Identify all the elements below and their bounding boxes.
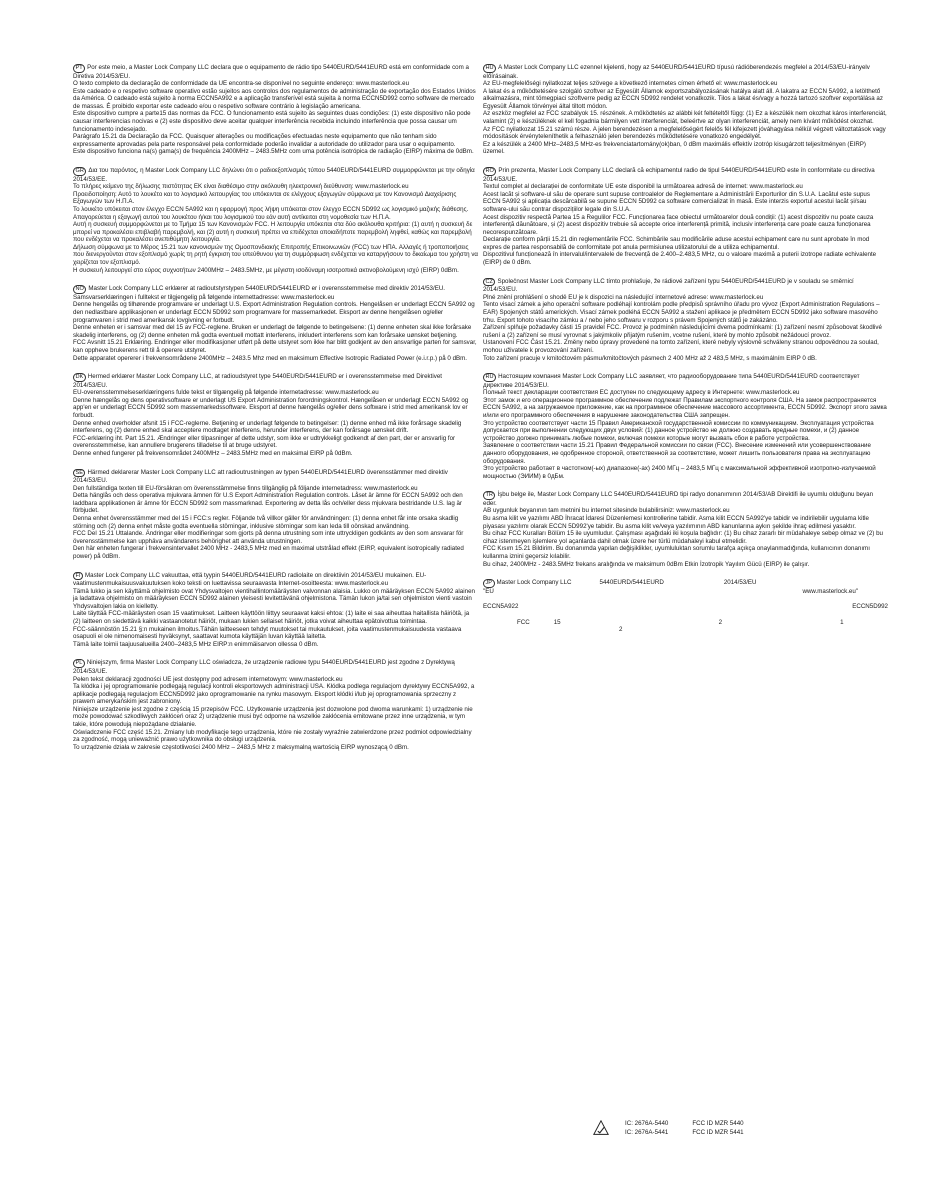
paragraph: GR Δια του παρόντος, η Master Lock Company LLC δηλώνει ότι ο ραδιοεξοπλισμός τύπου 5440EURD/5441EURD συμμορφώνεται με την οδηγία 2014/53/ΕΕ. <box>73 167 475 183</box>
paragraph: Den här enheten fungerar i frekvensintervallet 2400 MHz - 2483,5 MHz med en maximal utstrålad effekt (EIRP, equivalent isotropically radiated power) på 0dBm. <box>73 545 464 560</box>
paragraph: Az eszköz megfelel az FCC szabályok 15. részének. A működtetés az alábbi két feltételtől függ: (1) Ez a készülék nem okozhat káros interferenciát, valamint (2) e készüléknek el kell fogadnia bármilyen vett interferenciát, beleértve az olyan interferenciát, amely nem kívánt működést okozhat. <box>483 110 887 126</box>
lang-badge-no: NO <box>73 285 86 294</box>
paragraph: Denne hengelås og tilhørende programvare er underlagt U.S. Export Administration Regulation controls. Hengelåsen er underlagt ECCN 5A992 og den nedlastbare applikasjonen er underlagt ECCN 5D992 som programvare for massemarkedet. Eksport av denne hengelåsen og/eller programvaren i strid med amerikansk lovgivning er forbudt. <box>73 301 475 324</box>
paragraph: DK Hermed erklærer Master Lock Company LLC, at radioudstyret type 5440EURD/5441EURD er i overensstemmelse med Direktivet 2014/53/EU. <box>73 373 442 389</box>
paragraph: Den fullständiga texten till EU-försäkran om överensstämmelse finns tillgänglig på följande internetadress: www.masterlock.eu <box>73 484 418 492</box>
paragraph: NO Master Lock Company LLC erklærer at radioutstyrstypen 5440EURD/5441EURD er i overensstemmelse med direktiv 2014/53/EU. <box>73 285 478 294</box>
ic-numbers <box>625 1120 668 1137</box>
paragraph: Textul complet al declarației de conformitate UE este disponibil la următoarea adresă de internet: www.masterlock.eu <box>483 183 803 191</box>
paragraph: Detta hänglås och dess operativa mjukvara ämnen för U.S Export Administration Regulation controls. Låset är ämne för ECCN 5A992 och den laddbara applikationen är ämne för ECCN 5D992 som massmarknad. Exportering av detta lås och/eller dess mjukvara bestridande U.S. lag är förbjudet. <box>73 492 463 515</box>
lang-badge-cz: CZ <box>483 278 495 287</box>
section-pt <box>73 64 478 156</box>
paragraph: SE Härmed deklarerar Master Lock Company LLC att radioutrustningen av typen 5440EURD/5441EURD överensstämmer med direktiv 2014/53/EU. <box>73 468 448 485</box>
paragraph: FCC Kısım 15.21 Bildirim. Bu donanımda yapılan değişiklikler, uyumluluktan sorumlu tarafça açıkça onaylanmadığında, kullanıcının donanımı kullanma iznini geçersiz kılabilir. <box>483 545 870 560</box>
paragraph: Dispozitivul funcționează în intervalul/intervalele de frecvență de 2.400–2.483,5 MHz, cu o valoare maximă a puterii izotrope radiate echivalente (EIRP) de 0 dBm. <box>483 251 877 267</box>
paragraph: RU Настоящим компания Master Lock Company LLC заявляет, что радиооборудование типа 5440EURD/5441EURD соответствует директиве 2014/53/EU. <box>483 373 860 389</box>
paragraph: FCC Avsnitt 15.21 Erklæring. Endringer eller modifikasjoner utført på dette utstyret som ikke har blitt godkjent av den ansvarlige parten for samsvar, kan oppheve brukerens rett til å operere utstyret. <box>73 339 477 354</box>
paragraph: Denne hængelås og dens operativsoftware er underlagt US Export Administration forordningskontrol. Hængelåsen er underlagt ECCN 5A992 og app'en er underlagt ECCN 5D992 som massemarkedssoftware. Eksport af denne hængelås og/eller dens software i strid med amerikansk lov er forbudt. <box>73 396 469 419</box>
paragraph: Заявление о соответствии части 15.21 Правил Федеральной комиссии по связи (FCC). Внесение изменений или усовершенствование данного оборудования, не одобренное стороной, ответственной за соответствие, может лишить пользователя права на эксплуатацию оборудования. <box>483 442 871 465</box>
paragraph: Απαγορεύεται η εξαγωγή αυτού του λουκέτου ή/και του λογισμικού του εάν αυτή αντίκειται στη νομοθεσία των Η.Π.Α. <box>73 213 391 221</box>
paragraph: Tämä laite toimii taajuusalueilla 2400–2483,5 MHz EIRP:n enimmäisarvon ollessa 0 dBm. <box>73 640 319 648</box>
paragraph: Denna enhet överensstämmer med del 15 i FCC:s regler. Följande två villkor gäller för användningen: (1) denna enhet får inte orsaka skadlig störning och (2) denna enhet måste godta eventuella störningar, inklusive störningar som kan leda till oönskad användning. <box>73 515 459 530</box>
certification-footer <box>593 1120 744 1137</box>
jp-line-5: 2 <box>619 626 623 634</box>
paragraph: FCC-erklæring iht. Part 15.21. Ændringer eller tilpasninger af dette udstyr, som ikke er udtrykkeligt godkendt af den part, der er ansvarlig for overensstemmelse, kan annullere brugerens tilladelse til at bruge udstyret. <box>73 434 456 450</box>
paragraph: Acest lacăt și software-ul său de operare sunt supuse controalelor de Reglementare a Administrării Exporturilor din S.U.A. Lacătul este supus ECCN 5A992 și aplicația descărcabilă se supune ECCN 5D992 ca software comercializat în masă. Este interzis exportul acestui lacăt și/sau software-ului său contrar dispozițiilor legale din S.U.A. <box>483 190 870 213</box>
paragraph: CZ Společnost Master Lock Company LLC tímto prohlašuje, že rádiové zařízení typu 5440EURD/5441EURD je v souladu se směrnicí 2014/53/EU. <box>483 277 854 294</box>
paragraph: Zařízení splňuje požadavky části 15 pravidel FCC. Provoz je podmíněn následujícími dvema podmínkami: (1) zařízení nesmí způsobovat škodlivé rušení a (2) zařízení se musí vyrovnat s jakýmkoliv přijatým rušením, vcetne rušení, které by mohlo způsobit nežádoucí provoz. <box>483 324 882 339</box>
paragraph: Το λουκέτο υπόκειται στον έλεγχο ECCN 5A992 και η εφαρμογή προς λήψη υπόκειται στον έλεγχο ECCN 5D992 ως λογισμικό μαζικής διάθεσης. <box>73 205 469 213</box>
paragraph: PL Niniejszym, firma Master Lock Company LLC oświadcza, że urządzenie radiowe typu 5440EURD/5441EURD jest zgodne z Dyrektywą 2014/53/UE. <box>73 659 455 675</box>
paragraph: Это устройство работает в частотном(-ых) диапазоне(-ах) 2400 МГц – 2483,5 МГц с максимальной эффективной изотропно-излучаемой мощностью (ЭИИМ) в 0дБм. <box>483 465 876 480</box>
lang-badge-ru: RU <box>483 373 496 382</box>
jp-line-1: JP Master Lock Company LLC 5440EURD/5441EURD 2014/53/EU <box>483 579 888 588</box>
paragraph: Это устройство соответствует части 15 Правил Американской государственной комиссии по коммуникациям. Эксплуатация устройства допускается при выполнении следующих двух условий: (1) данное устройство не должно создавать вредные помехи, и (2) данное устройство должно принимать любые помехи, включая помехи которые могут вызвать сбои в работе устройства. <box>483 419 874 442</box>
lang-badge-gr: GR <box>73 167 86 176</box>
rcm-compliance-mark-icon <box>593 1120 609 1136</box>
section-dk <box>73 373 478 457</box>
paragraph: Bu cihaz, 2400MHz - 2483.5MHz frekans aralığında ve maksimum 0dBm Etkin İzotropik Yayılım Gücü (EIRP) ile çalışır. <box>483 560 810 568</box>
section-ru <box>483 373 888 480</box>
section-fi <box>73 572 478 649</box>
section-no <box>73 285 478 362</box>
paragraph: Pełen tekst deklaracji zgodności UE jest dostępny pod adresem internetowym: www.masterlock.eu <box>73 675 343 683</box>
fcc-ids <box>692 1120 743 1137</box>
section-tr <box>483 491 888 568</box>
left-column <box>73 64 478 762</box>
paragraph: Oświadczenie FCC część 15.21. Zmiany lub modyfikacje tego urządzenia, które nie zostały wyraźnie zatwierdzone przez podmiot odpowiedzialny za zgodność, mogą unieważnić prawo użytkownika do obsługi urządzenia. <box>73 728 472 744</box>
paragraph: RO Prin prezenta, Master Lock Company LLC declară că echipamentul radio de tipul 5440EURD/5441EURD este în conformitate cu directiva 2014/53/UE. <box>483 167 875 183</box>
paragraph: A lakat és a működtetésére szolgáló szoftver az Egyesült Államok exportszabályozásának hatálya alatt áll. A lakatra az ECCN 5A992, a letölthető alkalmazásra, mint tömegpiaci szoftverre pedig az ECCN 5D992 rendelet vonatkozik. Tilos a lakat és/vagy a hozzá tartozó szoftver exportálása az Egyesült Államok törvényei által tiltott módon. <box>483 87 883 110</box>
paragraph: O texto completo da declaração de conformidade da UE encontra-se disponível no seguinte endereço: www.masterlock.eu <box>73 80 410 88</box>
right-column <box>483 64 888 645</box>
section-gr <box>73 167 478 274</box>
paragraph: Denne enheten er i samsvar med del 15 av FCC-reglene. Bruken er underlagt de følgende to betingelsene: (1) denne enheten skal ikke forårsake skadelig interferens, og (2) denne enheten må godta eventuell mottatt interferens, inkludert interferens som kan forårsake uønsket betjening. <box>73 324 472 339</box>
paragraph: Ustanovení FCC Část 15.21. Změny nebo úpravy provedené na tomto zařízení, které nebyly výslovně schváleny stranou odpovědnou za soulad, mohou uživatele k provozování zařízení. <box>483 339 879 354</box>
lang-badge-dk: DK <box>73 373 86 382</box>
paragraph: Ta kłódka i jej oprogramowanie podlegają regulacji kontroli eksportowych administracji USA. Kłódka podlega regulacjom dyrektywy ECCN5A992, a aplikacje podlegają regulacjom ECCN5D992 jako oprogramowanie na rynku masowym. Eksport kłódki i/lub jej oprogramowania sprzeczny z prawem amerykańskim jest zabroniony. <box>73 683 475 706</box>
paragraph: Denne enhed overholder afsnit 15 i FCC-reglerne. Betjening er underlagt følgende to betingelser: (1) denne enhed må ikke forårsage skadelig interferens, og (2) denne enhed skal acceptere modtaget interferens, herunder interferens, der kan forårsage uønsket drift. <box>73 419 462 435</box>
paragraph: FCC-säännöstön 15.21 §:n mukainen ilmoitus.Tähän laitteeseen tehdyt muutokset tai mukautukset, joita vaatimustenmukaisuudesta vastaava osapuoli ei ole nimenomaisesti hyväksynyt, saattavat kumota käyttäjän luvan käyttää laitetta. <box>73 625 462 641</box>
lang-badge-hu: HU <box>483 64 496 73</box>
paragraph: Samsvarserklæringen i fulltekst er tilgjengelig på følgende internettadresse: www.masterlock.eu <box>73 293 335 301</box>
lang-badge-pt: PT <box>73 64 85 73</box>
paragraph: FCC Del 15.21 Uttalande. Ändringar eller modifieringar som gjorts på denna utrustning som inte uttryckligen godkänts av den som ansvarar för överensstämmelse kan upphäva användarens behörighet att använda utrustningen. <box>73 530 464 545</box>
paragraph: Acest dispozitiv respectă Partea 15 a Regulilor FCC. Funcționarea face obiectul următoarelor două condiții: (1) acest dispozitiv nu poate cauza interferență dăunătoare, și (2) acest dispozitiv trebuie să accepte orice interferență primită, inclusiv interferența care poate cauza funcționarea necorespunzătoare. <box>483 213 874 236</box>
paragraph: Niniejsze urządzenie jest zgodne z częścią 15 przepisów FCC. Użytkowanie urządzenia jest dozwolone pod dwoma warunkami: 1) urządzenie nie może powodować szkodliwych zakłóceń oraz 2) urządzenie musi być odporne na wszelkie zakłócenia emitowane przez inne urządzenia, w tym takie, które powodują niepożądane działanie. <box>73 705 473 729</box>
lang-badge-ro: RO <box>483 167 496 176</box>
paragraph: Denne enhed fungerer på frekvensområdet 2400MHz – 2483.5MHz med en maksimal EIRP på 0dBm. <box>73 449 353 457</box>
fcc-id: FCC ID MZR 5440 <box>692 1120 744 1127</box>
section-jp <box>483 579 888 634</box>
lang-badge-pl: PL <box>73 659 85 668</box>
paragraph: Este dispositivo funciona na(s) gama(s) de frequência 2400MHz – 2483.5MHz com uma potência isotrópica de radiação (EIRP) máxima de 0dBm. <box>73 148 474 156</box>
paragraph: Este dispositivo cumpre a parte15 das normas da FCC. O funcionamento está sujeito às seguintes duas condições: (1) este dispositivo não pode causar interferencias nocivas e (2) este dispositivo deve aceitar qualquer interferência recebida incluindo interferência que possa causar um funcionamento indesejado. <box>73 110 471 133</box>
paragraph: TR İşbu belge ile, Master Lock Company LLC 5440EURD/5441EURD tipi radyo donanımının 2014/53/AB Direktifi ile uyumlu olduğunu beyan eder. <box>483 491 874 507</box>
paragraph: To urządzenie działa w zakresie częstotliwości 2400 MHz – 2483,5 MHz z maksymalną wartością EIRP wynoszącą 0 dBm. <box>73 743 409 751</box>
paragraph: Declarație conform părții 15.21 din reglementările FCC. Schimbările sau modificările aduse acestui echipament care nu sunt aprobate în mod expres de partea responsabilă de conformitate pot anula permisiunea utilizatorului de a utiliza echipamentul. <box>483 236 870 251</box>
lang-badge-tr: TR <box>483 491 495 500</box>
paragraph: Το πλήρες κείμενο της δήλωσης πιστότητας ΕΚ είναι διαθέσιμο στην ακόλουθη ηλεκτρονική διεύθυνση: www.masterlock.eu <box>73 183 409 191</box>
paragraph: Az EU-megfelelőségi nyilatkozat teljes szövege a következő internetes címen érhető el: www.masterlock.eu <box>483 80 778 88</box>
paragraph: Bu asma kilit ve yazılımı ABD İhracat İdaresi Düzenlemesi kontrollerine tabidir. Asma kilit ECCN 5A992'ye tabidir ve indirilebilir uygulama kitle piyasası yazılımı olarak ECCN 5D992'ye tabidir. Bu asma kilit ve/veya yazılımının ABD kanunlarına aykırı şekilde ihraç edilmesi yasaktır. <box>483 515 869 530</box>
paragraph: AB uygunluk beyanının tam metnini bu internet sitesinde bulabilirsiniz: www.masterlock.eu <box>483 507 730 515</box>
paragraph: Az FCC nyilatkozat 15.21 számú része. A jelen berendezésen a megfelelőségért felelős fél kifejezett jóváhagyása nélkül végzett változtatások vagy módosítások érvényteleníthetik a felhasználó jelen berendezés működtetésére vonatkozó engedélyét. <box>483 125 886 141</box>
paragraph: Laite täyttää FCC-määräysten osan 15 vaatimukset. Laitteen käyttöön liittyy seuraavat kaksi ehtoa: (1) laite ei saa aiheuttaa haitallista häiriötä, ja (2) laitteen on siedettävä kaikki vastaanotetut häiriöt, mukaan lukien sellaiset häiriöt, jotka voivat aiheuttaa epätoivottua toimintaa. <box>73 610 470 626</box>
paragraph: Tento visací zámek a jeho operační software podléhají kontrolám podle předpisů správního úřadu pro vývoz (Export Administration Regulations – EAR) Spojených států amerických. Visací zámek podléhá ECCN 5A992 a stažení aplikace je předmětem ECCN 5D992 jako software masového trhu. Export tohoto visacího zámku a / nebo jeho softwaru v rozporu s právem Spojených států je zakázáno. <box>483 301 880 324</box>
paragraph: Этот замок и его операционное программное обеспечение подлежат Правилам экспортного контроля США. На замок распространяется ECCN 5A992, а на загружаемое приложение, как на программное обеспечение массового ассортимента, ECCN 5D992. Экспорт этого замка и/или его программного обеспечения в нарушение законодательства США запрещен. <box>483 396 887 419</box>
ic-number: IC: 2676A-5441 <box>625 1128 669 1136</box>
section-cz <box>483 278 888 362</box>
section-ro <box>483 167 888 267</box>
paragraph: Parágrafo 15.21 da Declaração da FCC. Quaisquer alterações ou modificações efectuadas neste equipamento que não tenham sido expressamente aprovadas pela parte responsável pela conformidade poderão invalidar a autoridade do utilizador para usar o equipamento. <box>73 133 456 148</box>
paragraph: Tämä lukko ja sen käyttämä ohjelmisto ovat Yhdysvaltojen vientihallintomääräysten valvonnan alaisia. Lukko on määräyksen ECCN 5A992 alainen ja ladattava ohjelmisto on määräyksen ECCN 5D992 alainen yleisesti levitettävänä ohjelmistona. Tämän lukon ja/tai sen ohjelmiston vienti vastoin Yhdysvaltojen lakia on kielletty. <box>73 587 475 610</box>
paragraph: FI Master Lock Company LLC vakuuttaa, että tyypin 5440EURD/5441EURD radiolaite on direktiivin 2014/53/EU mukainen. EU-vaatimustenmukaisuusvakuutuksen koko teksti on luettavissa seuraavasta Internet-osoitteesta: www.masterlock.eu <box>73 571 427 588</box>
paragraph: Προειδοποίηση: Αυτό το λουκέτο και το λογισμικό λειτουργίας του υπόκεινται σε ελέγχους εξαγωγών σύμφωνα με τον Κανονισμό Διαχείρισης Εξαγωγών των Η.Π.Α. <box>73 190 457 206</box>
lang-badge-fi: FI <box>73 572 83 581</box>
paragraph: Plné znění prohlášení o shodě EU je k dispozici na následující internetové adrese: www.masterlock.eu <box>483 293 764 301</box>
paragraph: PT Por este meio, a Master Lock Company LLC declara que o equipamento de rádio tipo 5440EURD/5441EURD está em conformidade com a Diretiva 2014/53/EU. <box>73 64 469 80</box>
paragraph: EU-overensstemmelseserklæringens fulde tekst er tilgængelig på følgende internetadresse: www.masterlock.eu <box>73 389 379 397</box>
paragraph: Полный текст декларации соответствия ЕС доступен по следующему адресу в Интернете: www.masterlock.eu <box>483 389 800 397</box>
lang-badge-jp: JP <box>483 579 495 588</box>
paragraph: Toto zařízení pracuje v kmitočtovém pásmu/kmitočtových pásmech 2 400 MHz až 2 483,5 MHz, s maximálním EIRP 0 dB. <box>483 354 817 362</box>
paragraph: Dette apparatet opererer i frekvensområdene 2400MHz – 2483.5 Mhz med en maksimum Effective Isotropic Radiated Power (e.i.r.p.) på 0 dBm. <box>73 354 468 362</box>
paragraph: Este cadeado e o respetivo software operativo estão sujeitos aos controlos dos regulamentos de administração de exportação dos Estados Unidos da América. O cadeado está sujeito à norma ECCN5A992 e a aplicação transferível está sujeita à norma ECCN5D992 como software de mercado de massas. É proibido exportar este cadeado e/ou o respetivo software contrário à legislação americana. <box>73 87 476 110</box>
jp-line-4: FCC 15 2 1 <box>517 618 844 626</box>
section-se <box>73 469 478 561</box>
jp-line-3: ECCN5A922 ECCN5D992 <box>483 603 888 611</box>
paragraph: Αυτή η συσκευή συμμορφώνεται με το Τμήμα 15 των Κανονισμών FCC. Η λειτουργία υπόκειται στα δύο ακόλουθα κριτήρια: (1) αυτή η συσκευή δε μπορεί να προκαλέσει επιβλαβή παρεμβολή, και (2) αυτή η συσκευή πρέπει να επιδέχεται οποιαδήποτε παρεμβολή ληφθεί, καθώς και παρεμβολή που ενδέχεται να προκαλέσει ανεπιθύμητη λειτουργία. <box>73 221 473 244</box>
paragraph: Η συσκευή λειτουργεί στο εύρος συχνοτήτων 2400MHz – 2483.5MHz, με μέγιστη ισοδύναμη ισοτροπικά ακτινοβολούμενη ισχύ (EIRP) 0dBm. <box>73 266 459 274</box>
section-hu <box>483 64 888 156</box>
section-pl <box>73 659 478 751</box>
fcc-id: FCC ID MZR 5441 <box>692 1128 744 1136</box>
jp-line-2: "EU www.masterlock.eu" <box>483 587 858 595</box>
lang-badge-se: SE <box>73 469 85 478</box>
paragraph: Ez a készülék a 2400 MHz–2483,5 MHz-es frekvenciatartomány(ok)ban, 0 dBm maximális effektív izotróp kisugárzott teljesítményen (EIRP) üzemel. <box>483 140 866 156</box>
ic-number: IC: 2676A-5440 <box>625 1120 669 1127</box>
paragraph: Δήλωση σύμφωνα με το Μέρος 15.21 των κανονισμών της Ομοσπονδιακής Επιτροπής Επικοινωνιών (FCC) των ΗΠΑ. Αλλαγές ή τροποποιήσεις που διενεργούνται στον εξοπλισμό χωρίς τη ρητή έγκριση του υπεύθυνου για τη συμμόρφωση ενδέχεται να καταργήσουν το δικαίωμα του χρήστη να χειρίζεται τον εξοπλισμό. <box>73 243 479 267</box>
paragraph: Bu cihaz FCC Kuralları Bölüm 15 ile uyumludur. Çalışması aşağıdaki iki koşula bağlıdır: (1) Bu cihaz zararlı bir müdahaleye sebep olmaz ve (2) bu cihaz istenmeyen işlemlere yol açanlarda dahil olmak üzere her türlü müdahaleyi kabul etmelidir. <box>483 530 883 545</box>
paragraph: HU A Master Lock Company LLC ezennel kijelenti, hogy az 5440EURD/5441EURD típusú rádióberendezés megfelel a 2014/53/EU-irányelv előírásainak. <box>483 64 870 80</box>
